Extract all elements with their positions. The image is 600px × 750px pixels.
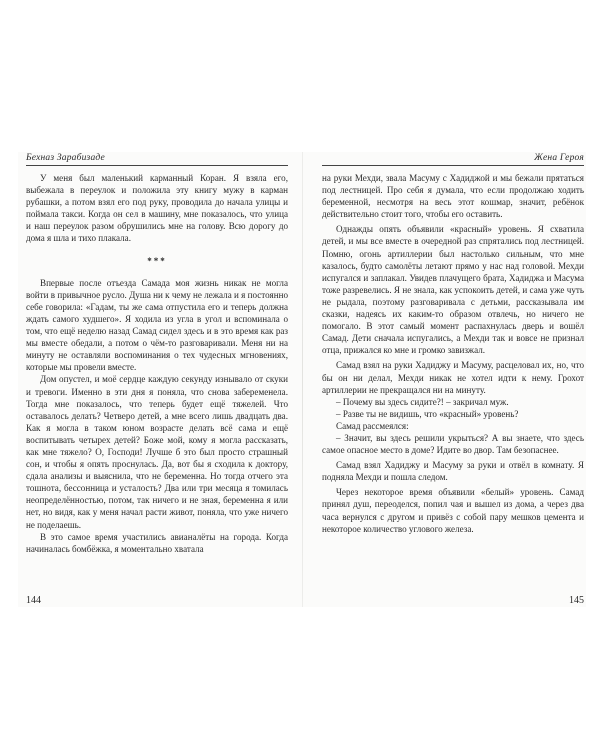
paragraph: Самад взял на руки Хадиджу и Масуму, расцеловал их, но, что бы он ни делал, Мехди никак не хотел идти к нему. Грохот артиллерии не прекращался ни на минуту. <box>322 360 584 395</box>
gutter <box>302 152 303 607</box>
left-page-body <box>26 172 288 555</box>
book-spread <box>18 152 586 607</box>
paragraph: У меня был маленький карманный Коран. Я взяла его, выбежала в переулок и положила эту книгу мужу в карман рубашки, а потом взял его под руку, проводила до начала улицы и поймала такси. Когда он сел в машину, мне показалось, что улица и наш переулок разом обрушились мне на голову. Всю дорогу до дома я шла и тихо плакала. <box>26 173 288 244</box>
dialogue-line: – Значит, вы здесь решили укрыться? А вы знаете, что здесь самое опасное место в доме? Идите во двор. Там безопаснее. <box>322 432 584 456</box>
paragraph: Однажды опять объявили «красный» уровень. Я схватила детей, и мы все вместе в очередной раз спрятались под лестницей. Помню, огонь артиллерии был настолько сильным, что мне казалось, будто самолёты летают прямо у нас над головой. Мехди испугался и заплакал. Увидев плачущего брата, Хадиджа и Масума тоже разревелись. Я не знала, как успокоить детей, и сама уже чуть не рыдала, поэтому разговаривала с детьми, рассказывала им сказки, надеясь их каким-то образом отвлечь, но ничего не помогало. В этот самый момент распахнулась дверь и вошёл Самад. Дети сначала испугались, а Мехди так и вовсе не признал отца, прижался ко мне и громко завизжал. <box>322 224 584 356</box>
right-page <box>322 152 584 607</box>
page-number-right: 145 <box>569 595 584 606</box>
dialogue-line: – Почему вы здесь сидите?! – закричал муж. <box>336 396 509 407</box>
paragraph: В это самое время участились авианалёты на города. Когда начиналась бомбёжка, я моментально хватала <box>26 531 288 554</box>
right-page-body <box>322 172 584 535</box>
dialogue-line: – Разве ты не видишь, что «красный» уровень? <box>336 408 519 419</box>
paragraph: Дом опустел, и моё сердце каждую секунду изнывало от скуки и тревоги. Именно в эти дня я поняла, что снова забеременела. Тогда мне показалось, что теперь будет ещё тяжелей. Что оставалось делать? Четверо детей, а мне всего лишь двадцать два. Как я могла в таком юном возрасте делать всё сама и ещё воспитывать четырех детей? Боже мой, кому я могла рассказать, как мне тяжело? О, Господи! Лучше б это был просто страшный сон, и чтобы я опять проснулась. Да, вот бы я сходила к доктору, сдала анализы и выяснила, что не беременна. Но тогда отчего эта тошнота, бессонница и усталость? Два или три месяца я томилась неопределённостью, потом, так ничего и не зная, беременна я или нет, но видя, как у меня начал расти живот, поняла, что уже ничего не поделаешь. <box>26 374 288 530</box>
running-head-title: Жена Героя <box>322 152 584 166</box>
section-separator: *** <box>147 255 167 266</box>
left-page <box>26 152 288 607</box>
paragraph: Самад взял Хадиджу и Масуму за руки и отвёл в комнату. Я подняла Мехди и пошла следом. <box>322 460 584 483</box>
page-number-left: 144 <box>26 595 41 606</box>
paragraph: Через некоторое время объявили «белый» уровень. Самад принял душ, переоделся, попил чая и вышел из дома, а через два часа вернулся с другом и привёз с собой пару мешков цемента и некоторое количество углового железа. <box>322 487 584 534</box>
paragraph: на руки Мехди, звала Масуму с Хадиджой и мы бежали прятаться под лестницей. Про себя я думала, что если продолжаю ходить беременной, несмотря на весь этот кошмар, значит, ребёнок действительно стоит того, чтобы его оставить. <box>322 173 584 220</box>
running-head-author: Бехназ Зарабизаде <box>26 152 288 166</box>
paragraph: Впервые после отъезда Самада моя жизнь никак не могла войти в привычное русло. Душа ни к чему не лежала и я постоянно себе говорила: «Гадам, ты же сама отпустила его и теперь должна ждать самого худшего». Я ходила из угла в угол и вспоминала о том, что ещё неделю назад Самад сидел здесь и в это время как раз мы вместе обедали, а потом о чём-то разговаривали. Меня ни на минуту не оставляли воспоминания о тех чудесных мгновениях, которые мы провели вместе. <box>26 277 288 373</box>
paragraph: Самад рассмеялся: <box>336 420 409 431</box>
